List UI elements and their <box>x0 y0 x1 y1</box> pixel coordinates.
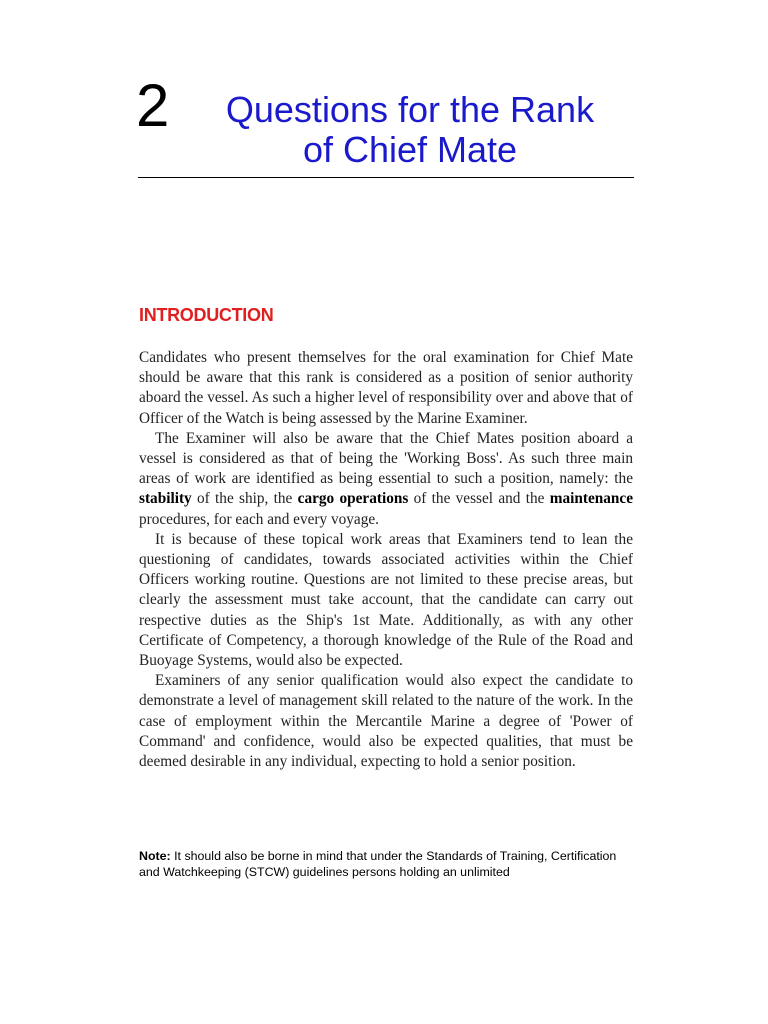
chapter-number: 2 <box>136 72 170 139</box>
note-text: It should also be borne in mind that under the Standards of Training, Certification and Watchkeeping (STCW) guidelines persons holding an unlimited <box>139 849 617 879</box>
chapter-title <box>190 90 630 170</box>
note <box>139 848 639 880</box>
emphasis-maintenance: maintenance <box>549 490 633 508</box>
paragraph-2 <box>139 429 633 530</box>
emphasis-cargo-operations: cargo operations <box>297 490 409 508</box>
paragraph-2-text: of the vessel and the <box>408 490 550 508</box>
chapter-title-line-1: Questions for the Rank <box>225 89 595 130</box>
paragraph-2-text: procedures, for each and every voyage. <box>139 510 379 528</box>
paragraph-2-text: The Examiner will also be aware that the Chief Mates position aboard a vessel is considered as that of being the 'Working Boss'. As such three main areas of work are identified as being essential to such a position, namely: the <box>139 429 633 488</box>
section-heading: INTRODUCTION <box>139 305 274 325</box>
paragraph-3: It is because of these topical work areas that Examiners tend to lean the questioning of candidates, towards associated activities within the Chief Officers working routine. Questions are not limited to these precise areas, but clearly the assessment must take account, that the candidate can carry out respective duties as the Ship's 1st Mate. Additionally, as with any other Certificate of Competency, a thorough knowledge of the Rule of the Road and Buoyage Systems, would also be expected. <box>139 530 633 670</box>
paragraph-2-text: of the ship, the <box>191 490 298 508</box>
emphasis-stability: stability <box>139 490 192 508</box>
note-label: Note: <box>139 849 171 863</box>
paragraph-4: Examiners of any senior qualification would also expect the candidate to demonstrate a level of management skill related to the nature of the work. In the case of employment within the Mercantile Marine a degree of 'Power of Command' and confidence, would also be expected qualities, that must be deemed desirable in any individual, expecting to hold a senior position. <box>139 672 633 771</box>
title-divider <box>138 177 634 178</box>
paragraph-1: Candidates who present themselves for the oral examination for Chief Mate should be aware that this rank is considered as a position of senior authority aboard the vessel. As such a higher level of responsibility over and above that of Officer of the Watch is being assessed by the Marine Examiner. <box>139 349 633 427</box>
chapter-title-line-2: of Chief Mate <box>302 129 518 170</box>
body-text <box>139 348 633 772</box>
